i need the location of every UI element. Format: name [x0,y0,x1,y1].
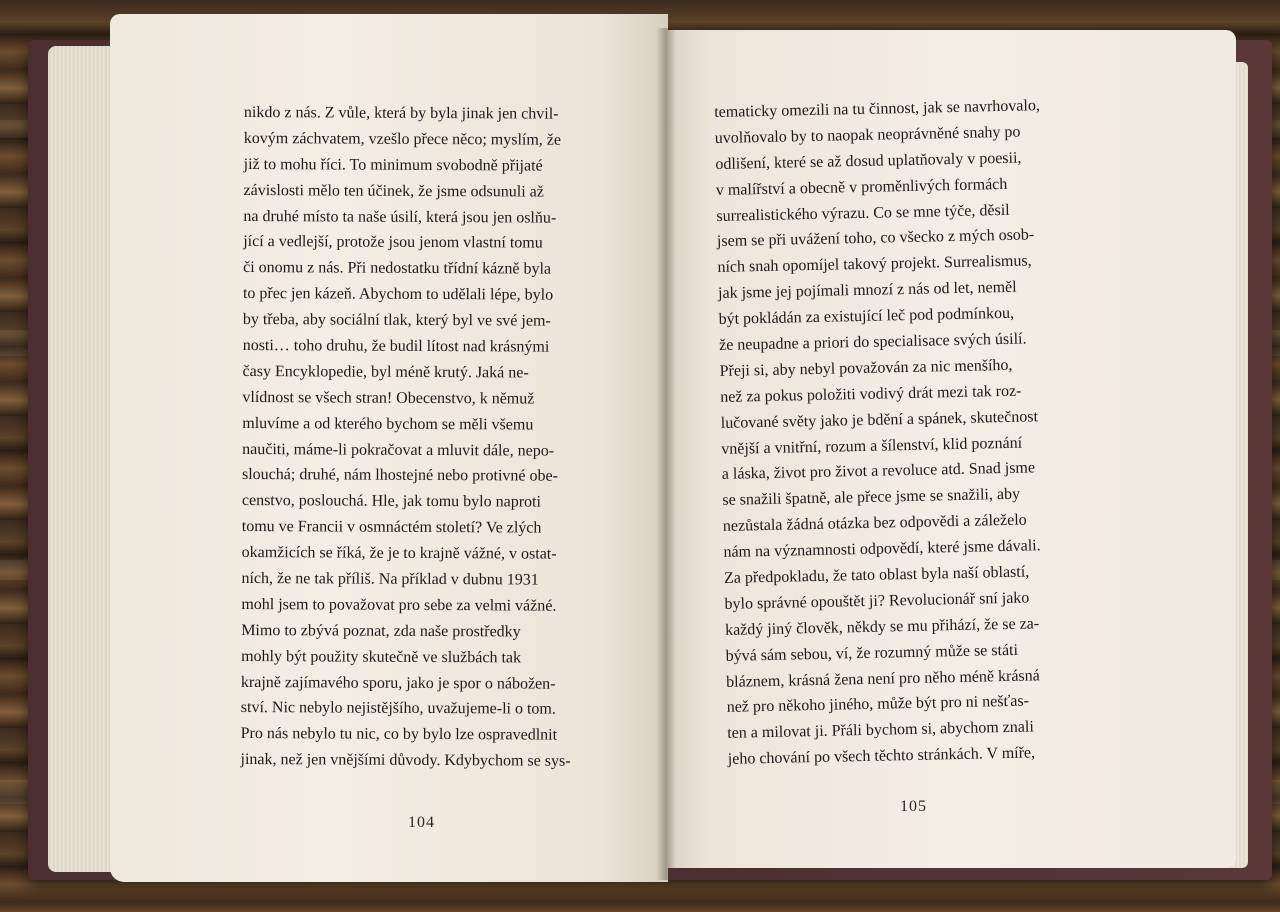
text-line: na druhé místo ta naše úsilí, která jsou jen oslňu- [243,207,557,227]
text-line: surrealistického výrazu. Co se mne týče, děsil [716,201,1010,225]
text-line: ních snah opomíjel takový projekt. Surrealismus, [717,252,1032,277]
text-line: být pokládán za existující leč pod podmínkou, [718,304,1015,329]
text-line: jeho chování po všech těchto stránkách. V míře, [727,744,1036,769]
text-line: bylo správné opouštět ji? Revolucionář sní jako [724,589,1030,613]
right-page [664,30,1236,868]
text-line: vlídnost se všech stran! Obecenstvo, k němuž [242,388,535,408]
text-line: slouchá; druhé, nám lhostejné nebo protivné obe- [241,466,558,486]
text-line: Mimo to zbývá poznat, zda naše prostředky [241,621,521,641]
text-line: mohl jsem to považovat pro sebe za velmi vážné. [241,595,557,615]
text-line: ten a milovat ji. Přáli bychom si, abychom znali [727,718,1034,743]
text-line: časy Encyklopedie, byl méně krutý. Jaká ne- [242,362,529,382]
text-line: ních, že ne tak příliš. Na příklad v dubnu 1931 [241,570,539,589]
text-line: nám na významnosti odpovědí, které jsme dávali. [723,537,1041,562]
text-line: to přec jen kázeň. Abychom to udělali lépe, bylo [242,285,554,304]
text-line: Přeji si, aby nebyl považován za nic menšího, [719,356,1013,380]
text-line: naučiti, máme-li pokračovat a mluvit dále, nepo- [242,440,555,460]
text-line: vnější a vnitřní, rozum a šílenství, klid poznání [721,434,1023,458]
text-line: tematicky omezili na tu činnost, jak se navrhovalo, [714,97,1041,121]
text-line: každý jiný člověk, někdy se mu přihází, že se za- [724,615,1040,639]
text-line: jsem se při uvážení toho, co všecko z mých osob- [716,226,1035,251]
text-line: Za předpokladu, že tato oblast byla naší oblastí, [723,563,1030,587]
text-line: by třeba, aby sociální tlak, který byl ve své jem- [242,311,551,330]
text-line: mohly být použity skutečně ve službách tak [241,647,522,667]
left-page-text [240,100,644,775]
text-line: Pro nás nebylo tu nic, co by bylo lze ospravedlnit [240,725,558,745]
text-line: v malířství a obecně v proměnlivých formách [715,175,1008,199]
text-line: jak jsme jej pojímali mnozí z nás od let, neměl [717,278,1017,303]
text-line: než za pokus položiti vodivý drát mezi tak roz- [720,382,1022,406]
text-line: již to mohu říci. To minimum svobodně přijaté [243,155,543,175]
text-line: jící a vedlejší, protože jsou jenom vlastní tomu [243,233,543,253]
page-number-left: 104 [408,814,435,831]
text-line: lučované světy jako je bdění a spánek, skutečnost [720,407,1039,432]
text-line: tomu ve Francii v osmnáctém století? Ve zlých [241,518,542,537]
text-line: uvolňovalo by to naopak neoprávněné snahy po [714,123,1021,147]
page-number-right: 105 [900,798,927,815]
text-line: nikdo z nás. Z vůle, která by byla jinak jen chvil- [243,103,559,123]
text-line: či onomu z nás. Při nedostatku třídní kázně byla [243,259,552,278]
text-line: ství. Nic nebylo nejistějšího, uvažujeme-li o tom. [240,699,556,719]
text-line: než pro někoho jiného, může být pro ni nešťas- [726,693,1030,717]
text-line: krajně zajímavého sporu, jako je spor o nábožen- [240,673,556,693]
text-line: bývá sám sebou, ví, že rozumný může se státi [725,641,1019,665]
text-line: kovým záchvatem, vzešlo přece něco; myslím, že [243,129,562,149]
text-line: odlišení, které se až dosud uplatňovaly v poesii, [715,149,1022,173]
text-line: bláznem, krásná žena není pro něho méně krásná [726,666,1040,691]
book-gutter [656,28,676,880]
text-line: a láska, život pro život a revoluce atd. Snad jsme [721,459,1036,484]
text-line: jinak, než jen vnějšími důvody. Kdybychom se sys- [240,751,571,770]
text-line: závislosti mělo ten účinek, že jsme odsunuli až [243,181,544,201]
text-line: nosti… toho druhu, že budil lítost nad krásnými [242,337,550,356]
text-line: okamžicích se říká, že je to krajně vážné, v ostat- [241,544,557,563]
text-line: že neupadne a priori do specialisace svých úsilí. [718,330,1027,354]
left-page [110,14,668,882]
text-line: se snažili špatně, ale přece jsme se snažili, aby [722,486,1021,510]
text-line: mluvíme a od kterého bychom se měli všemu [242,414,534,434]
text-line: censtvo, poslouchá. Hle, jak tomu bylo naproti [241,492,542,511]
right-page-text [714,92,1118,773]
text-line: nezůstala žádná otázka bez odpovědi a záleželo [722,511,1027,536]
